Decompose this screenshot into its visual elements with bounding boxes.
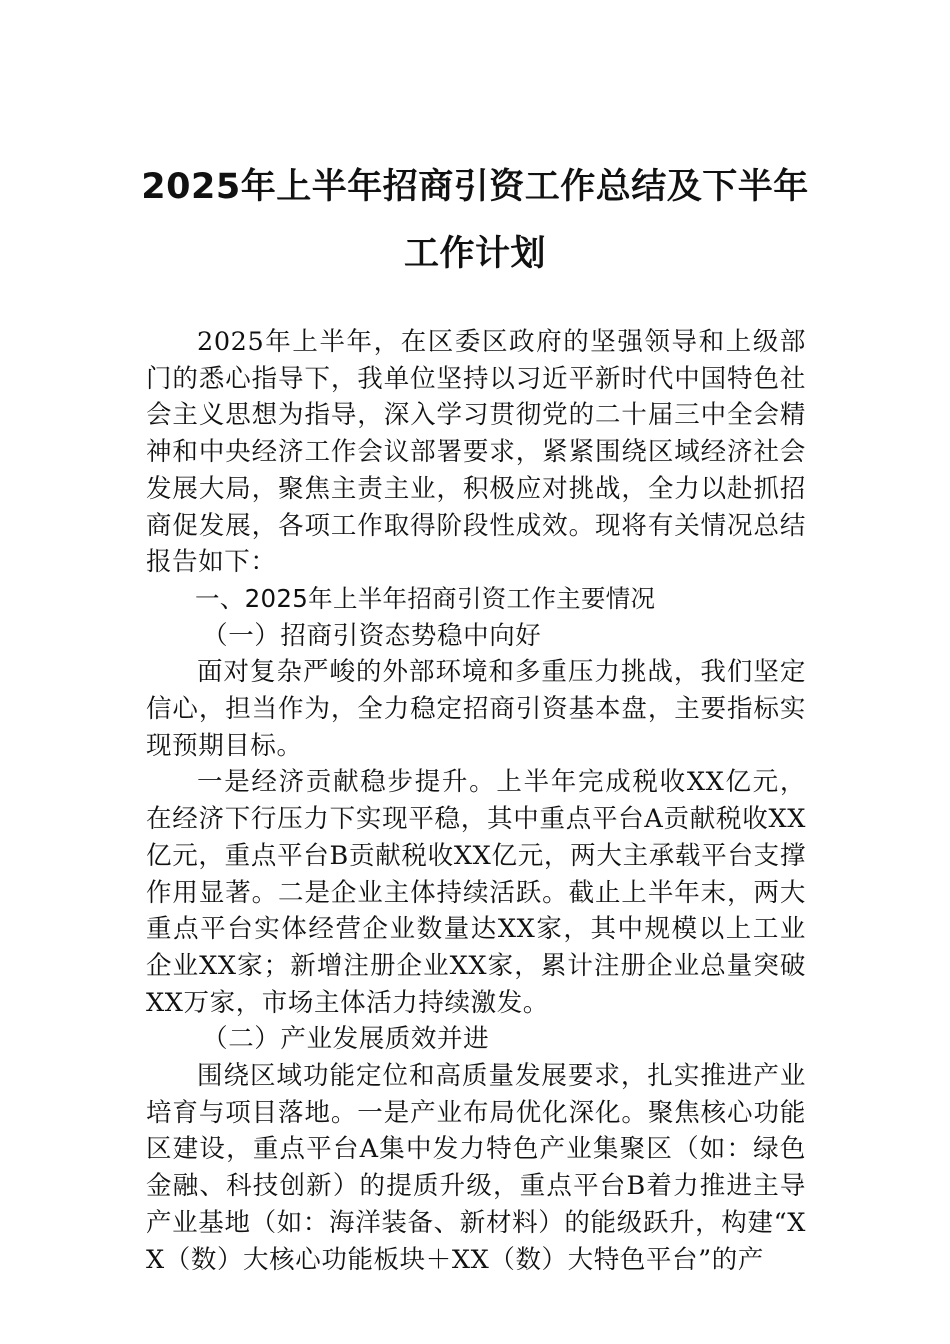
document-body [146,324,806,1278]
document-title-line1: 2025年上半年招商引资工作总结及下半年 [141,167,809,207]
intro-paragraph: 2025年上半年，在区委区政府的坚强领导和上级部门的悉心指导下，我单位坚持以习近平新时代中国特色社会主义思想为指导，深入学习贯彻党的二十届三中全会精神和中央经济工作会议部署要求，紧紧围绕区域经济社会发展大局，聚焦主责主业，积极应对挑战，全力以赴抓招商促发展，各项工作取得阶段性成效。现将有关情况总结报告如下： [146,327,806,578]
subsection1-heading: （一）招商引资态势稳中向好 [202,620,542,651]
subsection2-heading: （二）产业发展质效并进 [202,1024,490,1055]
subsection1-paragraph1: 面对复杂严峻的外部环境和多重压力挑战，我们坚定信心，担当作为，全力稳定招商引资基本盘，主要指标实现预期目标。 [146,657,806,761]
document-title-line2: 工作计划 [403,234,546,274]
subsection2-paragraph1: 围绕区域功能定位和高质量发展要求，扎实推进产业培育与项目落地。一是产业布局优化深化。聚焦核心功能区建设，重点平台A集中发力特色产业集聚区（如：绿色金融、科技创新）的提质升级，重点平台B着力推进主导产业基地（如：海洋装备、新材料）的能级跃升，构建“XX（数）大核心功能板块＋XX（数）大特色平台”的产 [146,1061,806,1275]
subsection1-paragraph2: 一是经济贡献稳步提升。上半年完成税收XX亿元，在经济下行压力下实现平稳，其中重点平台A贡献税收XX亿元，重点平台B贡献税收XX亿元，两大主承载平台支撑作用显著。二是企业主体持续活跃。截止上半年末，两大重点平台实体经营企业数量达XX家，其中规模以上工业企业XX家；新增注册企业XX家，累计注册企业总量突破XX万家，市场主体活力持续激发。 [146,767,806,1018]
section1-heading: 一、2025年上半年招商引资工作主要情况 [195,583,656,613]
